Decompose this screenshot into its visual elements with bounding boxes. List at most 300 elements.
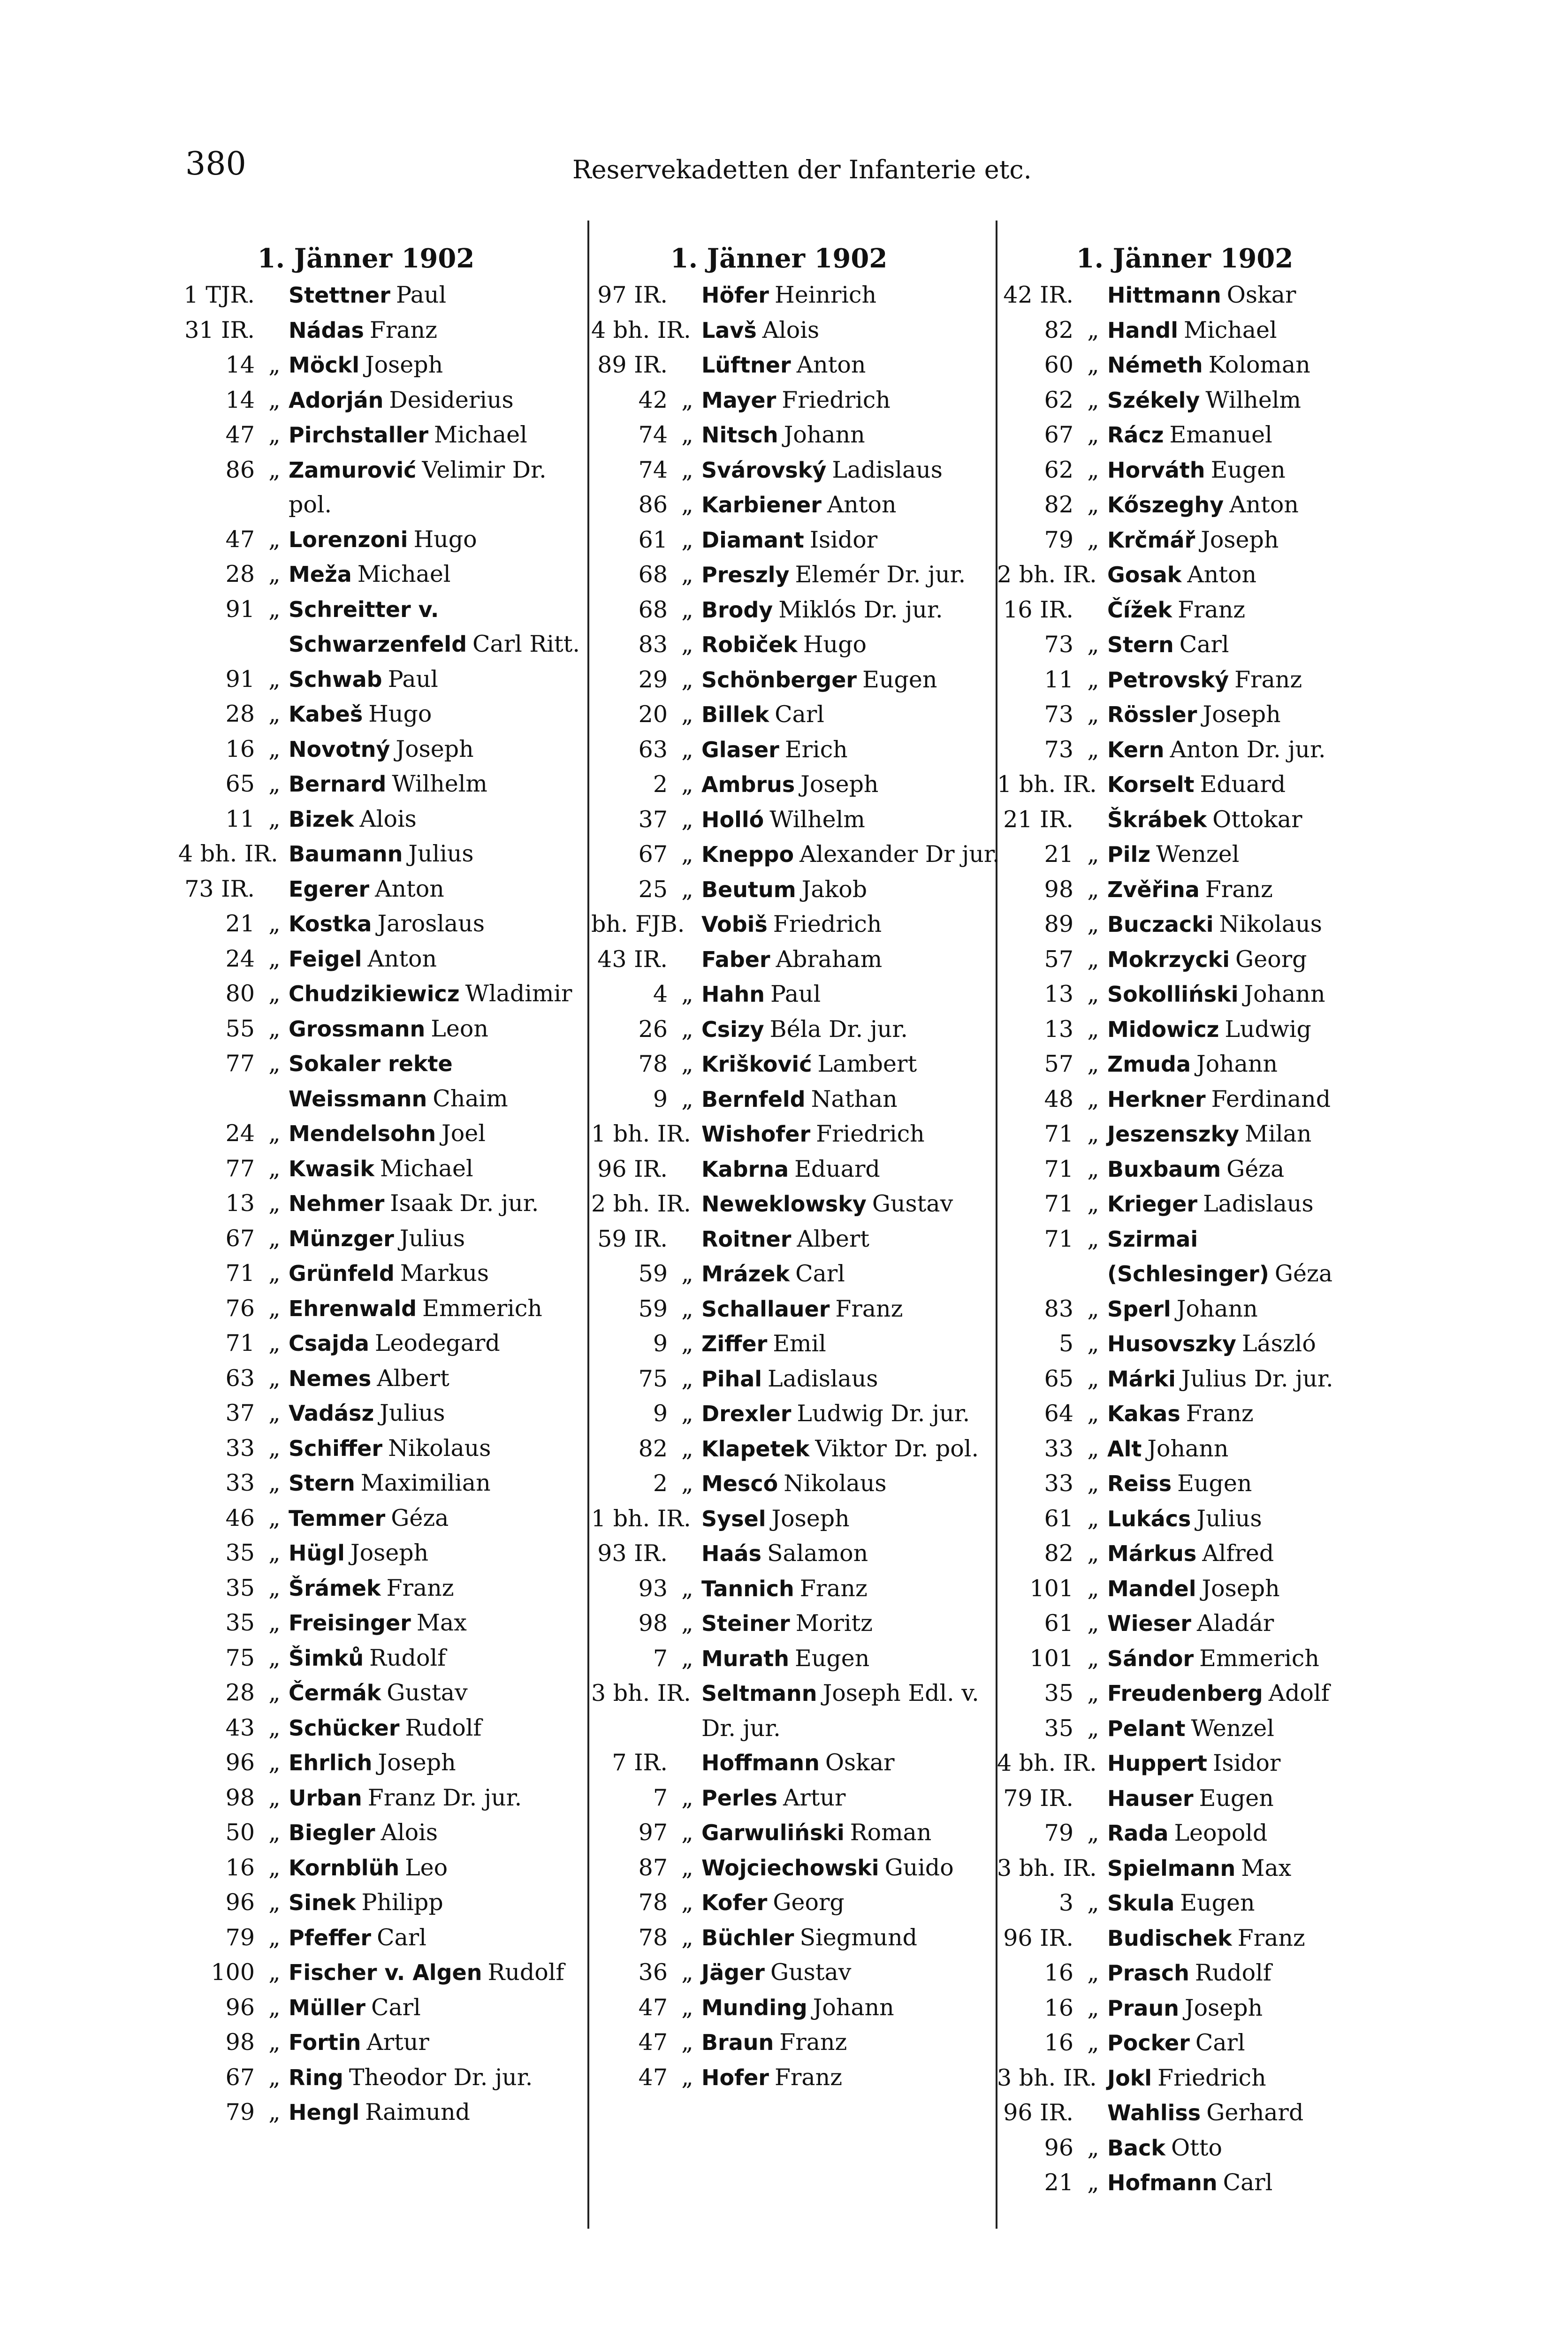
cadet-name — [289, 1221, 591, 1257]
cadet-name — [289, 1815, 591, 1851]
given-name: Otto — [1171, 2134, 1223, 2161]
given-name: Gerhard — [1206, 2099, 1304, 2126]
regiment-number: 89 IR. — [597, 351, 668, 378]
ditto-mark: „ — [681, 1015, 693, 1043]
surname: Németh — [1107, 352, 1203, 378]
list-item — [178, 278, 591, 313]
cadet-name — [701, 1152, 1004, 1187]
cadet-name — [289, 1046, 591, 1116]
ditto-mark: „ — [681, 421, 693, 448]
given-name: Moritz — [795, 1610, 873, 1637]
regiment-number: 43 IR. — [597, 945, 668, 973]
given-name: Ludwig Dr. jur. — [797, 1400, 970, 1427]
given-name: Johann — [1147, 1435, 1229, 1462]
given-name: Anton — [375, 875, 444, 902]
regiment-number: 63 — [638, 736, 668, 763]
cadet-name — [1107, 977, 1410, 1012]
surname: Nehmer — [289, 1191, 385, 1216]
cadet-name — [1107, 2061, 1410, 2096]
regiment-number: 2 bh. IR. — [997, 561, 1097, 588]
regiment-number: 71 — [1044, 1155, 1073, 1182]
list-item — [178, 906, 591, 942]
ditto-mark: „ — [268, 1819, 281, 1846]
cadet-name — [1107, 593, 1410, 628]
column-heading: 1. Jänner 1902 — [257, 243, 475, 274]
given-name: Emil — [773, 1330, 826, 1357]
surname: Škrábek — [1107, 807, 1207, 832]
surname: Šrámek — [289, 1575, 381, 1601]
surname: Sokaler rekte Weissmann — [289, 1051, 453, 1112]
page-header — [0, 136, 1568, 197]
given-name: Gustav — [387, 1679, 468, 1706]
ditto-mark: „ — [681, 1400, 693, 1427]
regiment-number: 96 — [225, 1994, 255, 2021]
regiment-number: 37 — [225, 1400, 255, 1426]
cadet-name — [1107, 1362, 1410, 1397]
surname: Drexler — [701, 1401, 792, 1426]
list-item — [591, 767, 1004, 802]
ditto-mark: „ — [268, 980, 281, 1007]
regiment-number: 73 — [1044, 736, 1073, 763]
regiment-number: 79 — [1044, 526, 1073, 553]
ditto-mark: „ — [1087, 911, 1099, 937]
cadet-name — [701, 1012, 1004, 1047]
surname: Kneppo — [701, 842, 794, 867]
regiment-number: 9 — [653, 1330, 668, 1357]
cadet-name — [289, 1955, 591, 1990]
regiment-number: 96 IR. — [1003, 2099, 1073, 2126]
regiment-number: 35 — [225, 1539, 255, 1566]
list-item — [997, 802, 1410, 838]
surname: Husovszky — [1107, 1331, 1236, 1356]
list-item — [997, 1851, 1410, 1886]
regiment-number: 62 — [1044, 456, 1073, 483]
given-name: Anton — [827, 491, 897, 518]
surname: Skula — [1107, 1890, 1175, 1916]
given-name: Raimund — [365, 2099, 470, 2125]
cadet-name — [1107, 1082, 1410, 1117]
surname: Čermák — [289, 1680, 381, 1706]
surname: Möckl — [289, 352, 360, 378]
list-item — [178, 1431, 591, 1466]
given-name: Franz — [1234, 666, 1302, 693]
regiment-number: 1 bh. IR. — [591, 1505, 691, 1532]
surname: Alt — [1107, 1436, 1142, 1462]
given-name: Alfred — [1202, 1540, 1274, 1567]
cadet-name — [289, 418, 591, 453]
given-name: Oskar — [1226, 282, 1296, 308]
given-name: Leodegard — [374, 1330, 500, 1356]
surname: Pihal — [701, 1366, 762, 1392]
regiment-number: 98 — [225, 1784, 255, 1811]
list-item — [997, 1117, 1410, 1152]
cadet-name — [1107, 278, 1410, 313]
given-name: Hugo — [368, 701, 432, 727]
surname: Freudenberg — [1107, 1681, 1263, 1706]
surname: Feigel — [289, 946, 362, 972]
surname: Kakas — [1107, 1401, 1180, 1426]
page-number: 380 — [185, 145, 246, 183]
cadet-name — [701, 453, 1004, 488]
ditto-mark: „ — [268, 1889, 281, 1916]
cadet-name — [701, 1466, 1004, 1501]
regiment-number: 96 — [225, 1889, 255, 1916]
given-name: Franz — [369, 316, 437, 343]
list-item — [997, 1921, 1410, 1956]
cadet-name — [1107, 1886, 1410, 1921]
surname: Karbiener — [701, 492, 822, 518]
ditto-mark: „ — [1087, 1015, 1099, 1043]
ditto-mark: „ — [1087, 945, 1099, 973]
ditto-mark: „ — [1087, 1959, 1099, 1986]
given-name: Artur — [783, 1784, 846, 1811]
surname: Neweklowsky — [701, 1191, 867, 1217]
surname: Hahn — [701, 982, 765, 1007]
list-item — [997, 2095, 1410, 2131]
given-name: Adolf — [1268, 1680, 1330, 1706]
given-name: Velimir Dr. pol. — [289, 456, 547, 518]
given-name: Elemér Dr. jur. — [795, 561, 966, 588]
cadet-name — [289, 1990, 591, 2026]
regiment-number: 86 — [638, 491, 668, 518]
surname: Jeszenszky — [1107, 1121, 1240, 1147]
ditto-mark: „ — [1087, 1714, 1099, 1742]
cadet-name — [289, 767, 591, 802]
given-name: Chaim — [433, 1085, 508, 1112]
given-name: Emmerich — [1199, 1645, 1319, 1672]
ditto-mark: „ — [1087, 1680, 1099, 1706]
ditto-mark: „ — [681, 666, 693, 693]
regiment-number: 63 — [225, 1364, 255, 1392]
cadet-name — [289, 1151, 591, 1187]
surname: Sokolliński — [1107, 982, 1239, 1007]
surname: Krčmář — [1107, 527, 1195, 553]
given-name: Gustav — [872, 1190, 953, 1217]
ditto-mark: „ — [1087, 1889, 1099, 1916]
surname: Stettner — [289, 282, 390, 308]
cadet-name — [1107, 453, 1410, 488]
surname: Pocker — [1107, 2030, 1190, 2056]
regiment-number: 57 — [1044, 945, 1073, 973]
given-name: Julius — [1196, 1505, 1262, 1532]
given-name: Géza — [1226, 1155, 1285, 1182]
ditto-mark: „ — [1087, 2169, 1099, 2196]
list-item — [178, 1920, 591, 1956]
cadet-name — [289, 453, 591, 522]
regiment-number: 9 — [653, 1085, 668, 1112]
cadet-name — [701, 732, 1004, 768]
list-item — [591, 383, 1004, 418]
surname: Lüftner — [701, 352, 791, 378]
cadet-name — [1107, 1501, 1410, 1537]
regiment-number: 21 IR. — [1003, 806, 1073, 833]
regiment-number: 28 — [225, 1679, 255, 1706]
surname: Bernard — [289, 771, 387, 797]
list-item — [591, 872, 1004, 907]
cadet-name — [701, 1815, 1004, 1851]
regiment-number: 4 bh. IR. — [591, 316, 691, 343]
given-name: Isidor — [809, 526, 878, 553]
list-item — [178, 1361, 591, 1396]
given-name: Ottokar — [1212, 806, 1302, 833]
cadet-name — [701, 418, 1004, 453]
list-item — [178, 557, 591, 592]
regiment-number: 79 IR. — [1003, 1784, 1073, 1812]
given-name: Anton Dr. jur. — [1170, 736, 1326, 763]
cadet-name — [701, 627, 1004, 663]
given-name: Hugo — [413, 526, 477, 553]
surname: Hofmann — [1107, 2170, 1218, 2195]
surname: Diamant — [701, 527, 804, 553]
surname: Praun — [1107, 1995, 1179, 2021]
surname: Temmer — [289, 1505, 386, 1531]
list-item — [591, 523, 1004, 558]
cadet-name — [1107, 1816, 1410, 1851]
list-item — [997, 1711, 1410, 1746]
regiment-number: 96 IR. — [597, 1155, 668, 1182]
surname: Mendelsohn — [289, 1121, 436, 1146]
list-item — [591, 1885, 1004, 1920]
list-item — [591, 977, 1004, 1012]
given-name: Abraham — [776, 945, 883, 973]
list-item — [178, 802, 591, 837]
regiment-number: 1 TJR. — [183, 282, 255, 308]
given-name: Wilhelm — [1205, 386, 1301, 413]
given-name: Franz — [835, 1295, 903, 1322]
given-name: Georg — [1235, 945, 1307, 973]
surname: Robiček — [701, 632, 798, 657]
ditto-mark: „ — [268, 1609, 281, 1636]
list-item — [178, 1012, 591, 1047]
cadet-name — [701, 767, 1004, 802]
list-item — [591, 1152, 1004, 1187]
list-item — [591, 1187, 1004, 1222]
list-item — [591, 2060, 1004, 2095]
given-name: Johann — [1176, 1295, 1258, 1322]
ditto-mark: „ — [268, 1784, 281, 1811]
cadet-name — [289, 1536, 591, 1571]
given-name: Jakob — [801, 876, 868, 903]
ditto-mark: „ — [1087, 1365, 1099, 1392]
given-name: Alois — [359, 805, 417, 832]
ditto-mark: „ — [1087, 1190, 1099, 1217]
regiment-number: 21 — [1044, 841, 1073, 868]
list-item — [997, 278, 1410, 313]
regiment-number: 96 IR. — [1003, 1924, 1073, 1951]
cadet-name — [289, 2025, 591, 2060]
list-item — [178, 732, 591, 767]
given-name: Johann — [1244, 981, 1325, 1007]
list-item — [178, 2060, 591, 2095]
given-name: Nikolaus — [1219, 911, 1322, 937]
ditto-mark: „ — [681, 1994, 693, 2021]
given-name: Joseph — [1202, 1575, 1280, 1602]
surname: Wieser — [1107, 1611, 1191, 1636]
given-name: Jaroslaus — [377, 910, 485, 937]
ditto-mark: „ — [681, 2029, 693, 2056]
regiment-number: 7 — [653, 1645, 668, 1672]
given-name: Franz — [1186, 1400, 1254, 1427]
surname: Adorján — [289, 387, 384, 413]
list-item — [591, 1047, 1004, 1082]
regiment-number: 50 — [225, 1819, 255, 1846]
cadet-name — [289, 1711, 591, 1746]
surname: Petrovský — [1107, 667, 1229, 693]
ditto-mark: „ — [268, 386, 281, 413]
given-name: Oskar — [825, 1749, 895, 1776]
cadet-name — [1107, 2131, 1410, 2166]
surname: Handl — [1107, 317, 1178, 343]
regiment-number: 1 bh. IR. — [997, 771, 1097, 798]
regiment-number: 80 — [225, 980, 255, 1007]
regiment-number: 82 — [1044, 1540, 1073, 1567]
surname: Gosak — [1107, 562, 1182, 587]
ditto-mark: „ — [268, 701, 281, 727]
ditto-mark: „ — [681, 1470, 693, 1497]
cadet-name — [1107, 1851, 1410, 1886]
regiment-number: 24 — [225, 945, 255, 972]
cadet-name — [701, 348, 1004, 383]
given-name: Eugen — [862, 666, 937, 693]
list-item — [997, 942, 1410, 977]
given-name: Isidor — [1212, 1750, 1281, 1776]
cadet-name — [1107, 2095, 1410, 2131]
surname: Wojciechowski — [701, 1855, 879, 1881]
cadet-name — [289, 1116, 591, 1151]
list-item — [178, 1046, 591, 1116]
given-name: Carl — [377, 1924, 426, 1951]
cadet-name — [701, 1501, 1004, 1537]
list-item — [997, 593, 1410, 628]
regiment-number: 71 — [1044, 1190, 1073, 1217]
cadet-name — [1107, 697, 1410, 732]
given-name: Joseph — [800, 771, 879, 798]
list-item — [178, 1466, 591, 1501]
surname: Brody — [701, 597, 773, 623]
regiment-number: 14 — [225, 351, 255, 378]
list-item — [591, 1990, 1004, 2026]
surname: Chudzikiewicz — [289, 981, 460, 1006]
ditto-mark: „ — [1087, 981, 1099, 1007]
regiment-number: 4 bh. IR. — [178, 840, 278, 867]
ditto-mark: „ — [1087, 1505, 1099, 1532]
cadet-name — [1107, 1991, 1410, 2026]
list-item — [997, 1606, 1410, 1641]
given-name: Joel — [441, 1120, 486, 1147]
given-name: Guido — [884, 1854, 954, 1881]
regiment-number: 62 — [1044, 386, 1073, 413]
cadet-name — [1107, 1012, 1410, 1047]
surname: Lorenzoni — [289, 526, 408, 552]
surname: Stern — [289, 1470, 355, 1496]
surname: Münzger — [289, 1226, 394, 1251]
ditto-mark: „ — [268, 2064, 281, 2091]
cadet-name — [289, 1396, 591, 1431]
given-name: Carl — [1195, 2029, 1245, 2056]
cadet-name — [1107, 2165, 1410, 2201]
surname: Vobiš — [701, 912, 768, 937]
ditto-mark: „ — [1087, 1470, 1099, 1497]
surname: Rácz — [1107, 422, 1164, 448]
list-item — [591, 907, 1004, 942]
ditto-mark: „ — [681, 631, 693, 658]
regiment-number: 96 — [225, 1749, 255, 1776]
list-item — [178, 522, 591, 557]
list-item — [997, 523, 1410, 558]
surname: Mescó — [701, 1471, 778, 1496]
cadet-name — [289, 278, 591, 313]
given-name: Siegmund — [799, 1924, 918, 1951]
surname: Csajda — [289, 1331, 369, 1356]
ditto-mark: „ — [268, 1015, 281, 1042]
regiment-number: 59 — [638, 1295, 668, 1322]
surname: Márkus — [1107, 1541, 1197, 1566]
ditto-mark: „ — [268, 1679, 281, 1706]
cadet-name — [289, 1676, 591, 1711]
list-item — [997, 1292, 1410, 1327]
column-2 — [591, 239, 1004, 2095]
surname: Biegler — [289, 1820, 375, 1845]
given-name: Franz — [1237, 1924, 1305, 1951]
surname: Budischek — [1107, 1925, 1232, 1951]
surname: Haás — [701, 1541, 761, 1566]
surname: Zamurović — [289, 457, 417, 483]
ditto-mark: „ — [681, 771, 693, 798]
regiment-number: 16 — [1044, 1994, 1073, 2021]
given-name: Joseph — [1201, 526, 1279, 553]
cadet-name — [1107, 1396, 1410, 1432]
ditto-mark: „ — [681, 736, 693, 763]
ditto-mark: „ — [681, 1784, 693, 1811]
given-name: Rudolf — [487, 1959, 564, 1986]
ditto-mark: „ — [268, 1330, 281, 1356]
regiment-number: 13 — [225, 1190, 255, 1217]
cadet-name — [1107, 523, 1410, 558]
surname: Munding — [701, 1995, 807, 2020]
surname: Hengl — [289, 2100, 360, 2125]
ditto-mark: „ — [268, 1470, 281, 1496]
ditto-mark: „ — [1087, 456, 1099, 483]
regiment-number: 4 bh. IR. — [997, 1750, 1097, 1776]
list-item — [178, 348, 591, 383]
list-item — [997, 1152, 1410, 1187]
list-item — [997, 2026, 1410, 2061]
surname: Schiffer — [289, 1435, 383, 1461]
given-name: Joseph Edl. v. Dr. jur. — [701, 1680, 979, 1742]
surname: Pelant — [1107, 1715, 1186, 1741]
given-name: Eugen — [1180, 1889, 1255, 1916]
ditto-mark: „ — [268, 1504, 281, 1531]
given-name: Ladislaus — [832, 456, 943, 483]
surname: Pirchstaller — [289, 422, 429, 448]
surname: Ambrus — [701, 772, 795, 797]
given-name: Eduard — [1200, 771, 1286, 798]
ditto-mark: „ — [681, 876, 693, 903]
cadet-name — [701, 1990, 1004, 2026]
surname: Buxbaum — [1107, 1156, 1221, 1182]
list-item — [591, 418, 1004, 453]
list-item — [591, 593, 1004, 628]
surname: Pfeffer — [289, 1925, 372, 1950]
given-name: Paul — [388, 665, 438, 693]
list-item — [178, 1781, 591, 1816]
given-name: Rudolf — [369, 1644, 446, 1671]
given-name: Franz — [775, 2064, 843, 2091]
ditto-mark: „ — [268, 456, 281, 483]
list-item — [178, 1851, 591, 1886]
surname: Grossmann — [289, 1016, 426, 1042]
ditto-mark: „ — [681, 596, 693, 623]
